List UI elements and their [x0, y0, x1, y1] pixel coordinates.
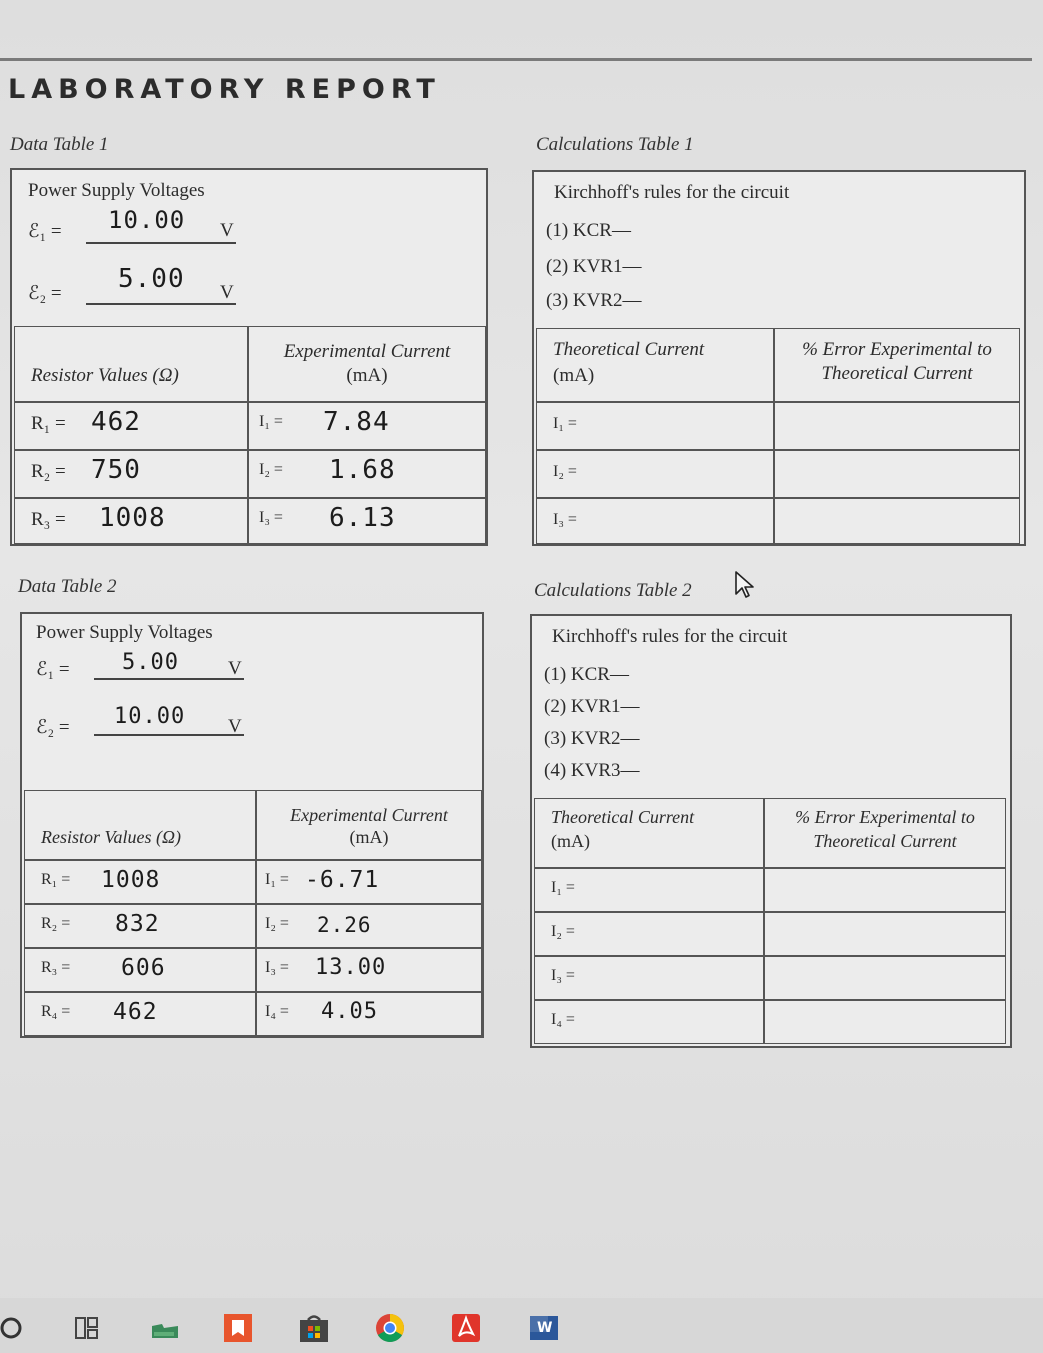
calc-table-2 — [530, 614, 1012, 1048]
i1-value: 7.84 — [323, 407, 390, 437]
r3-value-2: 606 — [121, 955, 166, 981]
r1-value-2: 1008 — [101, 867, 161, 893]
data-table-2-label: Data Table 2 — [18, 576, 117, 597]
top-rule — [0, 58, 1032, 61]
theoretical-header-cell-2 — [534, 798, 764, 868]
resistor-header-cell — [14, 326, 248, 402]
table-row — [248, 498, 486, 544]
rule2-kcr: (1) KCR— — [544, 664, 629, 685]
i1-value-2: -6.71 — [305, 867, 380, 893]
acrobat-icon[interactable] — [450, 1312, 482, 1344]
task-view-icon[interactable] — [72, 1312, 104, 1344]
current-header-cell-2 — [256, 790, 482, 860]
r3-label: R₃ = — [31, 509, 66, 530]
r3-label-2: R₃ = — [41, 959, 71, 976]
calc2-i3-label: I₃ = — [551, 967, 575, 984]
e2-label-2: ℰ₂ = — [36, 717, 70, 738]
e2-label: ℰ₂ = — [28, 283, 62, 304]
r2-value: 750 — [91, 455, 141, 485]
error-header-line1: % Error Experimental to — [802, 339, 992, 360]
e2-underline — [86, 303, 236, 305]
resistor-header-cell-2 — [24, 790, 256, 860]
e2-unit-2: V — [228, 716, 242, 737]
table-row — [536, 402, 774, 450]
table-row — [24, 904, 256, 948]
current-header-cell — [248, 326, 486, 402]
i3-label: I₃ = — [259, 509, 283, 526]
i4-label-2: I₄ = — [265, 1003, 289, 1020]
i1-label: I₁ = — [259, 413, 283, 430]
calc2-i1-label: I₁ = — [551, 879, 575, 896]
calc-table-1-label: Calculations Table 1 — [536, 134, 694, 155]
data-table-1 — [10, 168, 488, 546]
i3-label-2: I₃ = — [265, 959, 289, 976]
store-icon[interactable] — [298, 1312, 330, 1344]
error-header-line2: Theoretical Current — [821, 363, 973, 384]
rule-kcr: (1) KCR— — [546, 220, 631, 241]
i3-value-2: 13.00 — [315, 955, 387, 980]
rules-title-2: Kirchhoff's rules for the circuit — [552, 626, 788, 647]
table-row — [764, 912, 1006, 956]
file-explorer-icon[interactable] — [150, 1312, 182, 1344]
error-header-2-line1: % Error Experimental to — [795, 807, 975, 827]
data-table-1-label: Data Table 1 — [10, 134, 109, 155]
calc1-i1-label: I₁ = — [553, 415, 577, 432]
table-row — [24, 948, 256, 992]
mouse-pointer-icon — [734, 570, 758, 600]
e1-label: ℰ₁ = — [28, 221, 62, 242]
i2-value-2: 2.26 — [317, 913, 372, 937]
calc1-i3-label: I₃ = — [553, 511, 577, 528]
error-header-cell — [774, 328, 1020, 402]
data-table-2 — [20, 612, 484, 1038]
table-row — [248, 450, 486, 498]
rules-title: Kirchhoff's rules for the circuit — [554, 182, 790, 203]
table-row — [14, 450, 248, 498]
e1-unit-2: V — [228, 658, 242, 679]
error-header-2-line2: Theoretical Current — [813, 831, 957, 851]
e1-underline-2 — [94, 678, 244, 680]
rule-kvr2: (3) KVR2— — [546, 290, 642, 311]
rule2-kvr1: (2) KVR1— — [544, 696, 640, 717]
e1-unit: V — [220, 220, 234, 241]
current-header-line2: (mA) — [346, 365, 388, 386]
table-row — [534, 1000, 764, 1044]
table-row — [774, 402, 1020, 450]
i2-label-2: I₂ = — [265, 915, 289, 932]
r3-value: 1008 — [99, 503, 166, 533]
word-icon[interactable] — [528, 1312, 560, 1344]
theoretical-header-line2: (mA) — [553, 365, 595, 386]
rule2-kvr2: (3) KVR2— — [544, 728, 640, 749]
e1-value: 10.00 — [108, 206, 186, 234]
r2-value-2: 832 — [115, 911, 160, 937]
e2-unit: V — [220, 282, 234, 303]
theoretical-header-line1: Theoretical Current — [553, 339, 705, 360]
calc-table-2-label: Calculations Table 2 — [534, 580, 692, 601]
table-row — [534, 868, 764, 912]
i1-label-2: I₁ = — [265, 871, 289, 888]
table-row — [24, 860, 256, 904]
table-row — [14, 402, 248, 450]
calc1-i2-label: I₂ = — [553, 463, 577, 480]
table-row — [534, 912, 764, 956]
e1-underline — [86, 242, 236, 244]
theoretical-header-2-line2: (mA) — [551, 831, 590, 851]
r4-value-2: 462 — [113, 999, 158, 1025]
current-header-2-line2: (mA) — [349, 827, 389, 847]
i2-label: I₂ = — [259, 461, 283, 478]
table-row — [534, 956, 764, 1000]
e2-underline-2 — [94, 734, 244, 736]
e2-value: 5.00 — [118, 264, 185, 294]
resistor-header-2: Resistor Values (Ω) — [41, 827, 182, 847]
e2-value-2: 10.00 — [114, 704, 186, 729]
e1-value-2: 5.00 — [122, 650, 179, 675]
table-row — [536, 498, 774, 544]
i3-value: 6.13 — [329, 503, 396, 533]
r2-label-2: R₂ = — [41, 915, 71, 932]
table-row — [774, 450, 1020, 498]
error-header-cell-2 — [764, 798, 1006, 868]
chrome-icon[interactable] — [374, 1312, 406, 1344]
table-row — [764, 868, 1006, 912]
table-row — [764, 1000, 1006, 1044]
psv-title: Power Supply Voltages — [28, 180, 205, 201]
table-row — [24, 992, 256, 1036]
psv-title-2: Power Supply Voltages — [36, 622, 213, 643]
calc2-i2-label: I₂ = — [551, 923, 575, 940]
table-row — [536, 450, 774, 498]
current-header-line1: Experimental Current — [283, 341, 451, 362]
r1-label-2: R₁ = — [41, 871, 71, 888]
table-row — [248, 402, 486, 450]
word-icon-letter: W — [537, 1320, 553, 1336]
calc-table-1 — [532, 170, 1026, 546]
r1-label: R₁ = — [31, 413, 66, 434]
calc2-i4-label: I₄ = — [551, 1011, 575, 1028]
table-row — [764, 956, 1006, 1000]
theoretical-header-2-line1: Theoretical Current — [551, 807, 695, 827]
rule-kvr1: (2) KVR1— — [546, 256, 642, 277]
r1-value: 462 — [91, 407, 141, 437]
theoretical-header-cell — [536, 328, 774, 402]
table-row — [256, 992, 482, 1036]
report-title: LABORATORY REPORT — [8, 74, 441, 105]
table-row — [256, 860, 482, 904]
app-icon[interactable] — [222, 1312, 254, 1344]
resistor-header: Resistor Values (Ω) — [31, 365, 179, 386]
e1-label-2: ℰ₁ = — [36, 659, 70, 680]
search-circle-icon[interactable] — [0, 1312, 32, 1344]
rule2-kvr3: (4) KVR3— — [544, 760, 640, 781]
i2-value: 1.68 — [329, 455, 396, 485]
table-row — [256, 904, 482, 948]
r2-label: R₂ = — [31, 461, 66, 482]
current-header-2-line1: Experimental Current — [290, 805, 448, 825]
r4-label-2: R₄ = — [41, 1003, 71, 1020]
table-row — [256, 948, 482, 992]
table-row — [14, 498, 248, 544]
table-row — [774, 498, 1020, 544]
i4-value-2: 4.05 — [321, 999, 378, 1024]
